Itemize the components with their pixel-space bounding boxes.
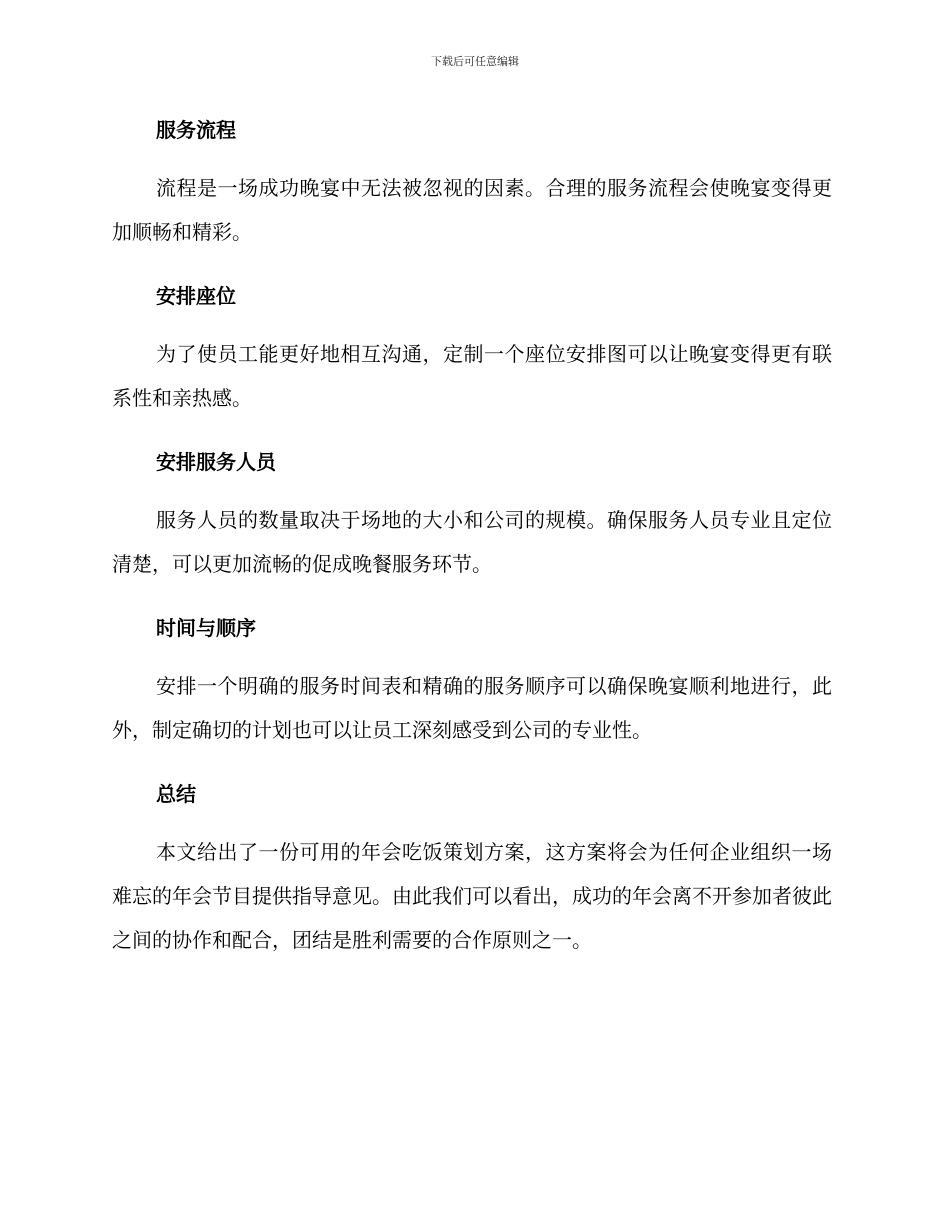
- section-paragraph: 流程是一场成功晚宴中无法被忽视的因素。合理的服务流程会使晚宴变得更加顺畅和精彩。: [112, 176, 832, 244]
- section-heading: 时间与顺序: [156, 616, 256, 640]
- section-heading: 安排服务人员: [156, 450, 276, 474]
- section-heading: 安排座位: [156, 284, 236, 308]
- section-seating: [112, 276, 832, 420]
- section-heading: 服务流程: [156, 118, 236, 142]
- section-summary: [112, 774, 832, 962]
- section-paragraph: 本文给出了一份可用的年会吃饭策划方案，这方案将会为任何企业组织一场难忘的年会节目提供指导意见。由此我们可以看出，成功的年会离不开参加者彼此之间的协作和配合，团结是胜利需要的合作原则之一。: [112, 840, 832, 952]
- section-paragraph: 服务人员的数量取决于场地的大小和公司的规模。确保服务人员专业且定位清楚，可以更加流畅的促成晚餐服务环节。: [112, 508, 832, 576]
- section-heading: 总结: [156, 782, 196, 806]
- section-paragraph: 为了使员工能更好地相互沟通，定制一个座位安排图可以让晚宴变得更有联系性和亲热感。: [112, 342, 832, 410]
- section-service-staff: [112, 442, 832, 586]
- section-time-order: [112, 608, 832, 752]
- section-service-process: [112, 110, 832, 254]
- document-body: [112, 110, 832, 984]
- page-header-note: 下载后可任意编辑: [431, 55, 519, 68]
- section-paragraph: 安排一个明确的服务时间表和精确的服务顺序可以确保晚宴顺利地进行，此外，制定确切的计划也可以让员工深刻感受到公司的专业性。: [112, 674, 832, 742]
